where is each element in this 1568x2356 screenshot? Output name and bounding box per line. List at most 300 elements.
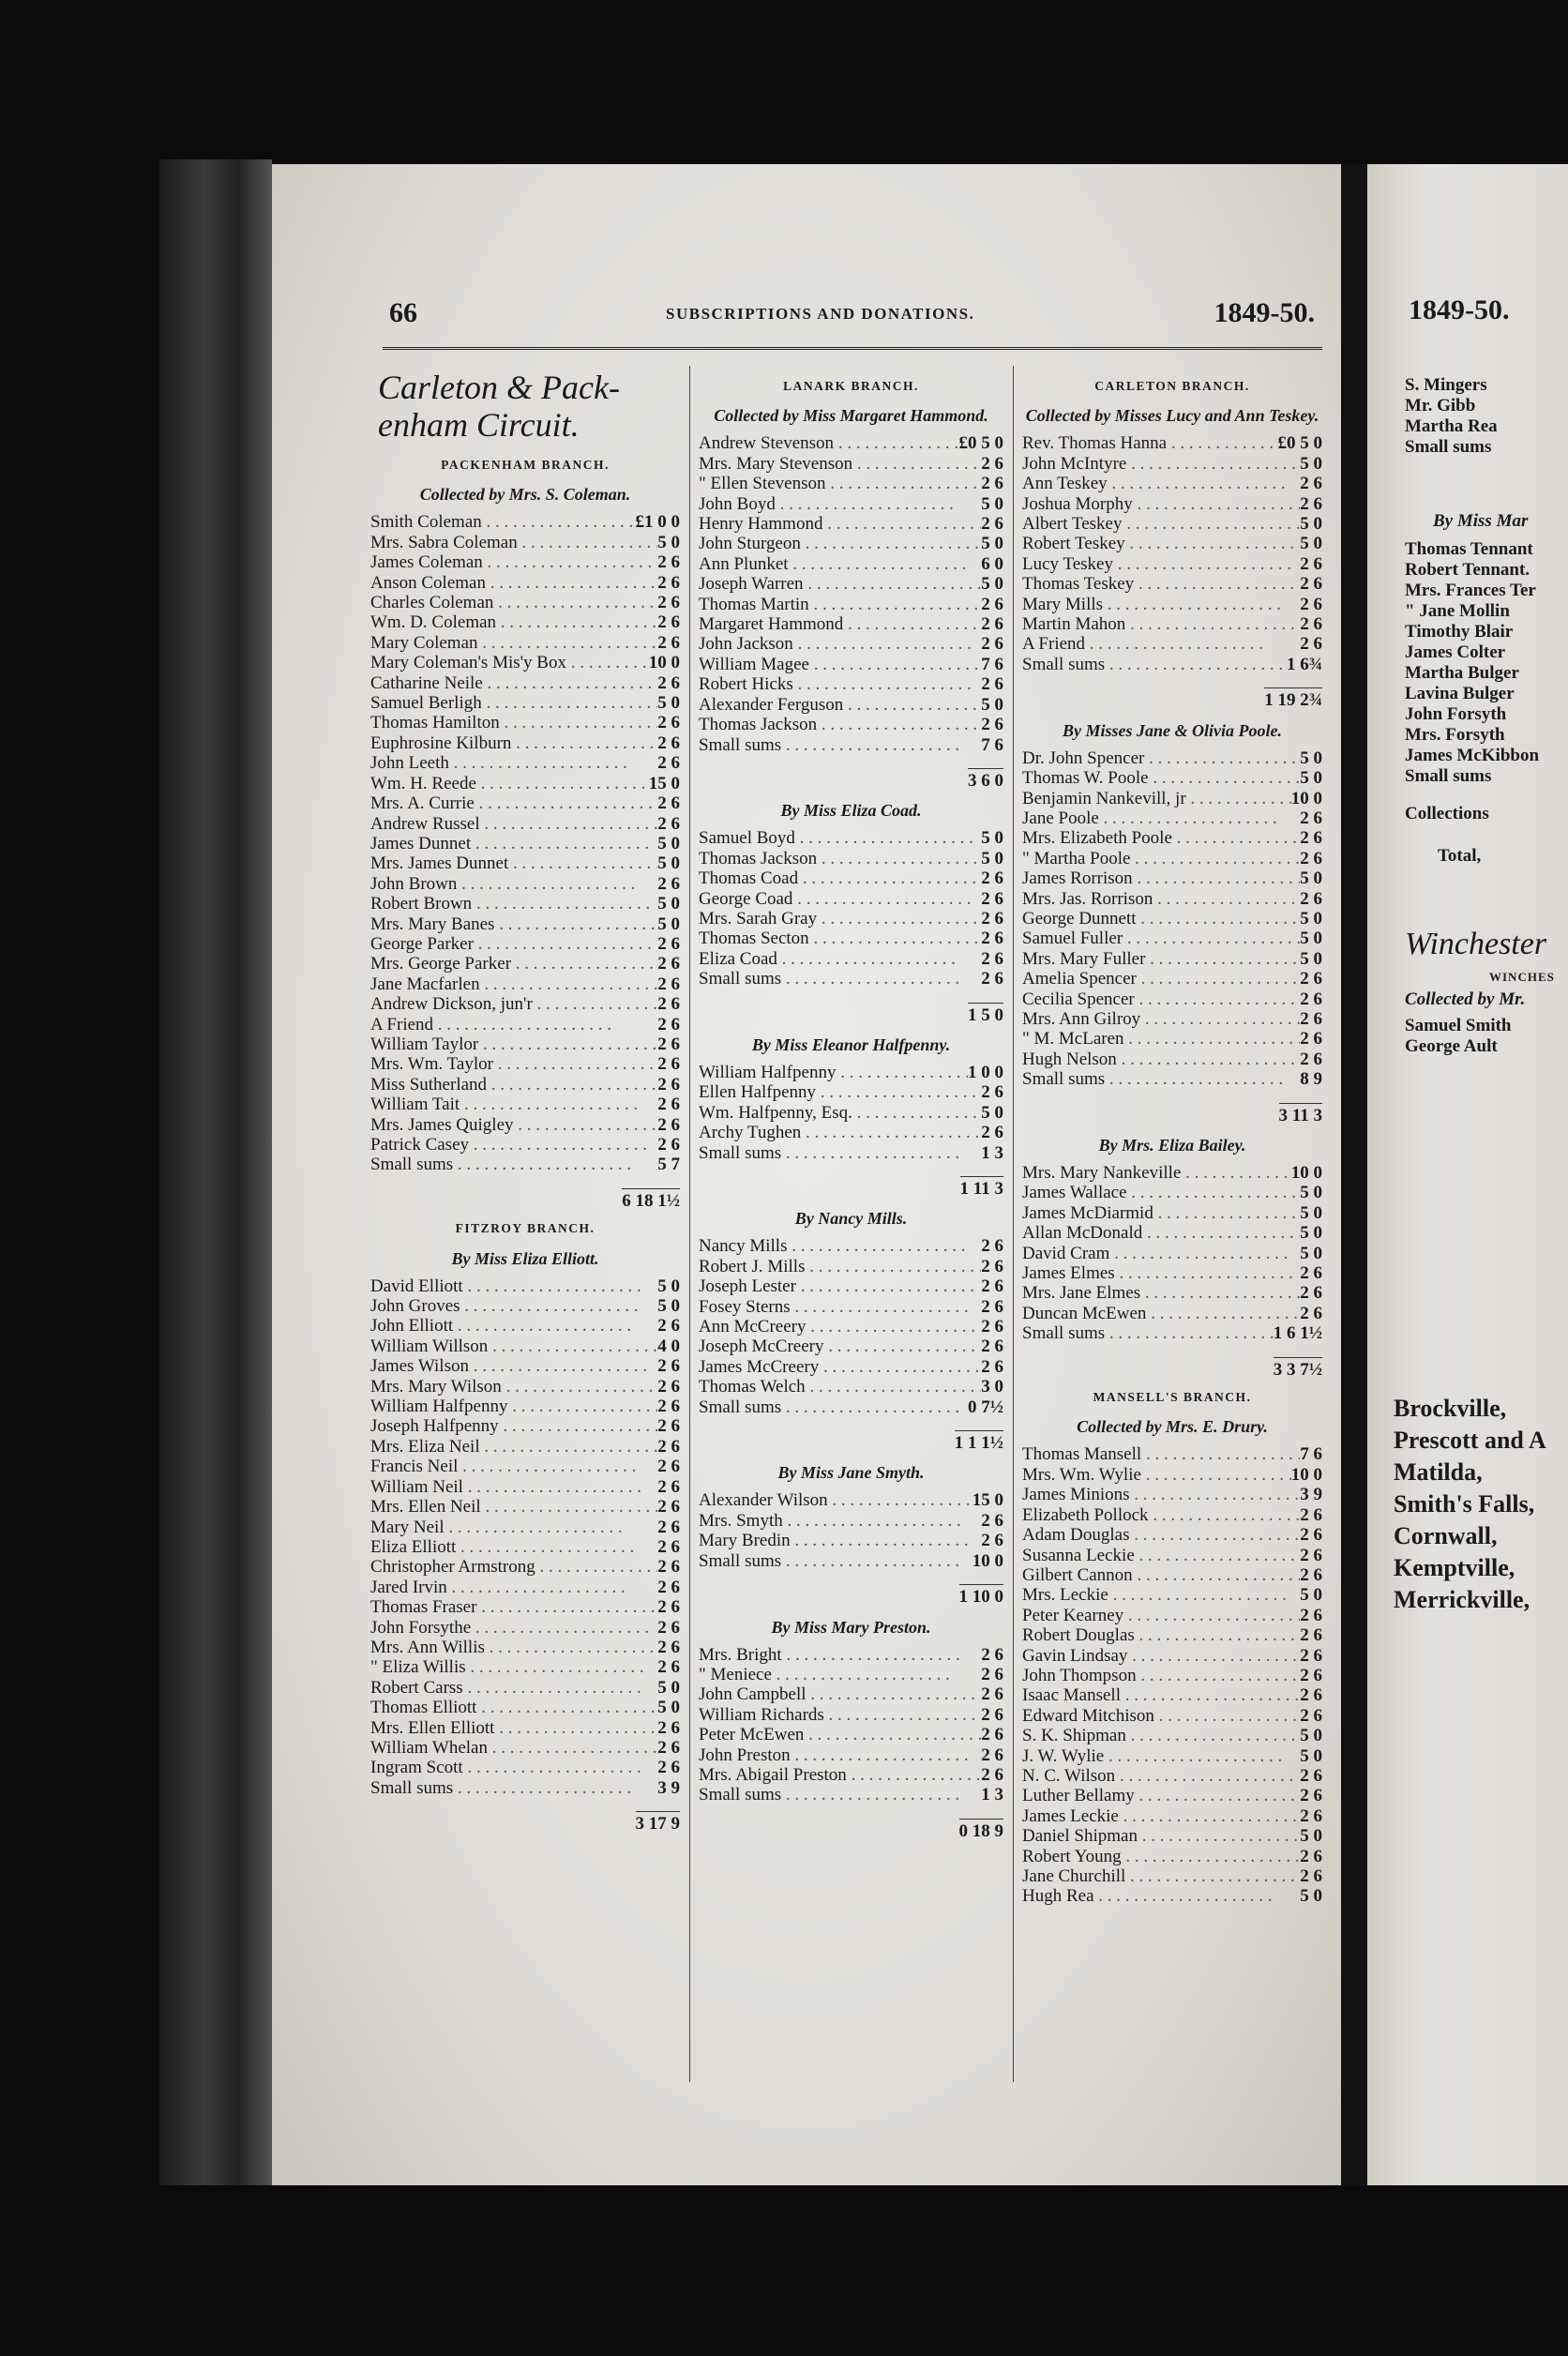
- list-item: [699, 1337, 1003, 1356]
- subtotal: 1 19 2¾: [1022, 687, 1322, 710]
- list-item: [1022, 868, 1322, 888]
- amount: 2 6: [1300, 1504, 1322, 1525]
- amount: 2 6: [657, 1717, 680, 1738]
- amount: 5 0: [1300, 1826, 1322, 1847]
- subscriber-name: Joseph Lester . . .: [699, 1276, 981, 1296]
- subscriber-name: Patrick Casey . . .: [370, 1135, 657, 1155]
- list-item: Timothy Blair: [1405, 622, 1514, 642]
- list-item: [370, 1115, 680, 1135]
- subscriber-name: George Coad . . .: [699, 889, 981, 909]
- list-item: Matilda,: [1394, 1458, 1483, 1486]
- subscriber-name: Robert Douglas . . .: [1022, 1625, 1300, 1645]
- amount: 2 6: [981, 594, 1003, 614]
- amount: 5 0: [1300, 1726, 1322, 1746]
- list-item: [1022, 1069, 1322, 1089]
- subscriber-name: Mrs. Ann Willis . . .: [370, 1638, 657, 1657]
- amount: 2 6: [981, 1531, 1003, 1551]
- subscriber-name: Mrs. Abigail Preston . . .: [699, 1765, 981, 1785]
- subscriber-name: Ann McCreery . . .: [699, 1317, 981, 1337]
- amount: 2 6: [981, 1664, 1003, 1684]
- subscriber-name: Luther Bellamy . . .: [1022, 1786, 1300, 1805]
- amount: 2 6: [657, 873, 680, 894]
- list-item: [370, 1597, 680, 1617]
- amount: 2 6: [1300, 1564, 1322, 1585]
- amount: 2 6: [981, 1296, 1003, 1317]
- amount: 2 6: [657, 1054, 680, 1075]
- list-item: [1022, 574, 1322, 594]
- amount: 2 6: [981, 1744, 1003, 1765]
- subscriber-name: Robert Young . . .: [1022, 1847, 1300, 1866]
- list-item: [1022, 595, 1322, 614]
- amount: 2 6: [1300, 1625, 1322, 1646]
- list-item: [1022, 1706, 1322, 1726]
- amount: 2 6: [1300, 1525, 1322, 1546]
- subscriber-name: Daniel Shipman . . .: [1022, 1826, 1300, 1846]
- subscriber-name: John Preston . . .: [699, 1745, 981, 1765]
- amount: 5 0: [1300, 453, 1322, 474]
- amount: 2 6: [657, 593, 680, 613]
- amount: 2 6: [981, 474, 1003, 494]
- amount: 2 6: [657, 1457, 680, 1477]
- list-item: [1022, 1786, 1322, 1805]
- amount: 2 6: [657, 793, 680, 814]
- amount: 1 6 1½: [1273, 1323, 1322, 1344]
- amount: 2 6: [1300, 1786, 1322, 1806]
- subscriber-name: Christopher Armstrong . . .: [370, 1557, 657, 1577]
- collector-heading: By Nancy Mills.: [794, 1209, 908, 1229]
- amount: 2 6: [1300, 553, 1322, 574]
- list-item: [699, 1357, 1003, 1377]
- list-item: [1022, 1685, 1322, 1705]
- list-item: [1022, 1163, 1322, 1183]
- list-item: [1022, 1223, 1322, 1243]
- subscriber-name: A Friend . . .: [370, 1015, 657, 1035]
- subscriber-name: Miss Sutherland . . .: [370, 1075, 657, 1095]
- subscriber-name: Robert Hicks . . .: [699, 674, 981, 694]
- amount: 2 6: [657, 1577, 680, 1597]
- amount: 2 6: [981, 948, 1003, 969]
- list-item: [1022, 929, 1322, 948]
- amount: 0 7½: [968, 1397, 1003, 1417]
- subscriber-name: James McCreery . . .: [699, 1357, 981, 1377]
- amount: 5 0: [657, 532, 680, 552]
- subscriber-name: George Parker . . .: [370, 934, 657, 954]
- subscription-list: [370, 512, 680, 1174]
- list-item: [1022, 1847, 1322, 1866]
- list-item: [370, 1497, 680, 1517]
- subscriber-name: Mrs. Mary Nankeville . . .: [1022, 1163, 1291, 1183]
- subscriber-name: Henry Hammond . . .: [699, 514, 981, 534]
- subscriber-name: Mrs. Sarah Gray . . .: [699, 909, 981, 929]
- subscriber-name: Peter McEwen . . .: [699, 1725, 981, 1744]
- subscriber-name: William Halfpenny . . .: [699, 1063, 968, 1082]
- collector-heading: By Mrs. Eliza Bailey.: [1098, 1136, 1246, 1155]
- subscriber-name: Mrs. Wm. Wylie . . .: [1022, 1465, 1291, 1485]
- list-item: [699, 1236, 1003, 1256]
- subscriber-name: James Wallace . . .: [1022, 1183, 1300, 1202]
- column-divider: [689, 366, 690, 2082]
- subscriber-name: J. W. Wylie . . .: [1022, 1746, 1300, 1766]
- page2-collections: Collections: [1405, 804, 1489, 823]
- subscriber-name: Mrs. Mary Fuller . . .: [1022, 949, 1300, 969]
- list-item: [699, 494, 1003, 514]
- list-item: [1022, 1009, 1322, 1029]
- amount: 7 6: [981, 734, 1003, 755]
- list-item: [370, 853, 680, 873]
- list-item: [370, 1397, 680, 1416]
- list-item: [699, 1551, 1003, 1571]
- list-item: " Jane Mollin: [1405, 601, 1510, 621]
- right-page-fragment: [1367, 164, 1568, 2185]
- subtotal: 6 18 1½: [370, 1188, 680, 1211]
- amount: 7 6: [981, 654, 1003, 674]
- subscriber-name: Wm. D. Coleman . . .: [370, 612, 657, 632]
- subscriber-name: James Leckie . . .: [1022, 1806, 1300, 1826]
- subscriber-name: Mrs. Ellen Neil . . .: [370, 1497, 657, 1517]
- subscriber-name: Edward Mitchison . . .: [1022, 1706, 1300, 1726]
- list-item: [1022, 1283, 1322, 1303]
- list-item: [699, 1684, 1003, 1704]
- collector-group: [699, 1208, 1003, 1453]
- collector-heading: By Misses Jane & Olivia Poole.: [1063, 720, 1282, 740]
- subscriber-name: Robert Carss . . .: [370, 1678, 657, 1698]
- column-divider: [1013, 366, 1014, 2082]
- amount: 2 6: [1300, 1866, 1322, 1886]
- subscriber-name: Adam Douglas . . .: [1022, 1525, 1300, 1545]
- amount: 5 0: [657, 853, 680, 874]
- list-item: [1022, 969, 1322, 989]
- amount: 2 6: [657, 1074, 680, 1095]
- subscriber-name: Samuel Fuller . . .: [1022, 929, 1300, 948]
- list-item: Small sums: [1405, 437, 1492, 457]
- subscriber-name: John Elliott . . .: [370, 1316, 657, 1336]
- list-item: [370, 1437, 680, 1457]
- list-item: [699, 889, 1003, 909]
- amount: 2 6: [1300, 888, 1322, 909]
- list-item: [370, 1457, 680, 1476]
- amount: 2 6: [657, 612, 680, 633]
- amount: 2 6: [981, 674, 1003, 695]
- amount: 2 6: [1300, 1263, 1322, 1284]
- list-item: [699, 1490, 1003, 1510]
- collector-heading: Collected by Misses Lucy and Ann Teskey.: [1025, 406, 1319, 426]
- page2-list: [1405, 539, 1539, 787]
- amount: 2 6: [1300, 828, 1322, 849]
- subscriber-name: Robert Brown . . .: [370, 894, 657, 914]
- subscriber-name: Mrs. Ann Gilroy . . .: [1022, 1009, 1300, 1029]
- amount: 2 6: [1300, 1846, 1322, 1866]
- list-item: [1022, 1050, 1322, 1069]
- list-item: [1022, 433, 1322, 453]
- amount: 5 0: [657, 833, 680, 853]
- subscriber-name: Mrs. Ellen Elliott . . .: [370, 1718, 657, 1738]
- subscriber-name: Mrs. Smyth . . .: [699, 1511, 981, 1531]
- list-item: [370, 1276, 680, 1296]
- amount: 2 6: [1300, 969, 1322, 989]
- amount: 5 0: [981, 694, 1003, 715]
- subscriber-name: John Forsythe . . .: [370, 1618, 657, 1638]
- collector-heading: By Miss Jane Smyth.: [777, 1463, 925, 1483]
- subscriber-name: Mrs. Mary Banes . . .: [370, 914, 657, 934]
- list-item: [370, 774, 680, 793]
- subscriber-name: Smith Coleman . . .: [370, 512, 636, 532]
- subscriber-name: Thomas Welch . . .: [699, 1377, 981, 1397]
- subscriber-name: Elizabeth Pollock . . .: [1022, 1505, 1300, 1525]
- amount: 2 6: [1300, 634, 1322, 655]
- list-item: [1022, 514, 1322, 534]
- list-item: Small sums: [1405, 766, 1492, 786]
- collector-group: [699, 1462, 1003, 1607]
- list-item: [370, 1578, 680, 1597]
- subscriber-name: Jane Macfarlen . . .: [370, 974, 657, 994]
- list-item: [1022, 1625, 1322, 1645]
- amount: 2 6: [981, 614, 1003, 635]
- subscriber-name: Thomas Coad . . .: [699, 868, 981, 888]
- amount: 1 3: [981, 1785, 1003, 1805]
- amount: 7 6: [1300, 1444, 1322, 1465]
- subscriber-name: Amelia Spencer . . .: [1022, 969, 1300, 989]
- amount: 5 0: [1300, 1745, 1322, 1766]
- list-item: [1022, 1203, 1322, 1223]
- subscriber-name: Small sums . . .: [699, 735, 981, 755]
- amount: 5 0: [981, 534, 1003, 554]
- amount: 5 0: [1300, 1223, 1322, 1244]
- list-item: [699, 1063, 1003, 1082]
- list-item: [370, 633, 680, 653]
- list-item: [370, 693, 680, 713]
- list-item: [370, 834, 680, 853]
- list-item: [370, 1337, 680, 1356]
- list-item: [370, 1778, 680, 1798]
- subscriber-name: " M. McLaren . . .: [1022, 1029, 1300, 1049]
- list-item: [699, 969, 1003, 989]
- list-item: [370, 874, 680, 894]
- subscriber-name: William Tait . . .: [370, 1095, 657, 1114]
- amount: 5 0: [657, 1296, 680, 1317]
- amount: 2 6: [657, 1316, 680, 1337]
- subscriber-name: Small sums . . .: [699, 1143, 981, 1163]
- page-number: 66: [389, 297, 417, 328]
- amount: 2 6: [1300, 1049, 1322, 1069]
- list-item: [370, 612, 680, 632]
- amount: 2 6: [981, 634, 1003, 655]
- list-item: [1022, 989, 1322, 1009]
- subscriber-name: Andrew Stevenson . . .: [699, 433, 959, 453]
- subscriber-name: Martin Mahon . . .: [1022, 614, 1300, 634]
- list-item: [1022, 1525, 1322, 1545]
- subtotal-amount: 3 11 3: [1279, 1103, 1322, 1125]
- subscriber-name: Small sums . . .: [1022, 1323, 1274, 1343]
- list-item: [1022, 1263, 1322, 1283]
- amount: £1 0 0: [635, 512, 680, 533]
- amount: 2 6: [657, 1536, 680, 1557]
- list-item: [1022, 614, 1322, 634]
- list-item: [1022, 768, 1322, 788]
- list-item: [1022, 1244, 1322, 1263]
- amount: 2 6: [1300, 474, 1322, 494]
- subscriber-name: Fosey Sterns . . .: [699, 1297, 981, 1317]
- page-header: [272, 297, 1341, 335]
- list-item: [370, 1095, 680, 1114]
- collector-heading: Collected by Miss Margaret Hammond.: [714, 406, 988, 426]
- subscriber-name: John Campbell . . .: [699, 1684, 981, 1704]
- amount: 10 0: [1290, 1163, 1322, 1183]
- subtotal-amount: 1 10 0: [959, 1584, 1004, 1607]
- subscriber-name: Mrs. A. Currie . . .: [370, 793, 657, 813]
- amount: 2 6: [657, 1557, 680, 1578]
- list-item: [370, 733, 680, 753]
- subscriber-name: Mrs. George Parker . . .: [370, 954, 657, 974]
- amount: 2 6: [981, 1510, 1003, 1531]
- list-item: [699, 1276, 1003, 1296]
- list-item: John Forsyth: [1405, 704, 1507, 724]
- subscriber-name: James Coleman . . .: [370, 552, 657, 572]
- amount: 2 6: [657, 672, 680, 693]
- subscriber-name: Cecilia Spencer . . .: [1022, 989, 1300, 1009]
- list-item: [370, 1618, 680, 1638]
- amount: 2 6: [657, 1436, 680, 1457]
- list-item: [1022, 808, 1322, 828]
- amount: 2 6: [657, 632, 680, 653]
- list-item: [699, 1317, 1003, 1337]
- amount: 2 6: [981, 1082, 1003, 1103]
- list-item: [370, 1316, 680, 1336]
- list-item: [370, 573, 680, 593]
- subscriber-name: Jared Irvin . . .: [370, 1578, 657, 1597]
- subscriber-name: David Elliott . . .: [370, 1276, 657, 1296]
- subscriber-name: " Eliza Willis . . .: [370, 1657, 657, 1677]
- list-item: [1022, 789, 1322, 808]
- amount: 2 6: [657, 1476, 680, 1497]
- list-item: [370, 1377, 680, 1397]
- subscriber-name: James Dunnet . . .: [370, 834, 657, 853]
- subscriber-name: Allan McDonald . . .: [1022, 1223, 1300, 1243]
- list-item: [370, 673, 680, 693]
- page2-year: 1849-50.: [1409, 294, 1510, 325]
- amount: 2 6: [657, 1397, 680, 1417]
- amount: 2 6: [657, 1135, 680, 1155]
- subscriber-name: Francis Neil . . .: [370, 1457, 657, 1476]
- amount: 1 0 0: [968, 1062, 1003, 1082]
- subscriber-name: Anson Coleman . . .: [370, 573, 657, 593]
- amount: 2 6: [1300, 1029, 1322, 1050]
- column-packenham: [370, 369, 680, 1840]
- list-item: [370, 1518, 680, 1537]
- amount: 5 0: [1300, 948, 1322, 969]
- list-item: Mr. Gibb: [1405, 396, 1476, 415]
- amount: 2 6: [1300, 1765, 1322, 1786]
- amount: 5 0: [1300, 1886, 1322, 1907]
- list-item: [699, 474, 1003, 493]
- amount: 2 6: [1300, 1605, 1322, 1625]
- subscriber-name: Ellen Halfpenny . . .: [699, 1082, 981, 1102]
- list-item: [1022, 1485, 1322, 1504]
- amount: 2 6: [1300, 1283, 1322, 1304]
- subscriber-name: Mary Mills . . .: [1022, 595, 1300, 614]
- list-item: [1022, 1565, 1322, 1585]
- page-title: SUBSCRIPTIONS AND DONATIONS.: [666, 305, 975, 323]
- subscriber-name: Mrs. Elizabeth Poole . . .: [1022, 828, 1300, 848]
- subscriber-name: Duncan McEwen . . .: [1022, 1304, 1300, 1323]
- list-item: [370, 914, 680, 934]
- amount: 2 6: [657, 1497, 680, 1518]
- amount: 2 6: [981, 1684, 1003, 1705]
- amount: 2 6: [1300, 808, 1322, 828]
- list-item: [1022, 494, 1322, 514]
- subscriber-name: William Willson . . .: [370, 1337, 657, 1356]
- list-item: [699, 1103, 1003, 1123]
- collector-group: [699, 800, 1003, 1025]
- subscriber-name: Robert J. Mills . . .: [699, 1257, 981, 1276]
- subscriber-name: John Thompson . . .: [1022, 1666, 1300, 1685]
- list-item: [699, 1397, 1003, 1417]
- amount: 2 6: [981, 1317, 1003, 1337]
- subscriber-name: Joshua Morphy . . .: [1022, 494, 1300, 514]
- list-item: [699, 1297, 1003, 1317]
- list-item: [370, 1035, 680, 1054]
- subtotal-amount: 0 18 9: [959, 1819, 1004, 1841]
- amount: 2 6: [981, 868, 1003, 889]
- subscriber-name: Small sums . . .: [699, 1785, 981, 1805]
- list-item: [370, 1054, 680, 1074]
- page2-circuit: Winchester: [1405, 927, 1547, 961]
- list-item: [1022, 889, 1322, 909]
- amount: 5 0: [657, 914, 680, 934]
- subscriber-name: Gavin Lindsay . . .: [1022, 1646, 1300, 1666]
- subscriber-name: James Wilson . . .: [370, 1356, 657, 1376]
- list-item: Samuel Smith: [1405, 1016, 1512, 1035]
- list-item: [370, 994, 680, 1014]
- list-item: Martha Rea: [1405, 416, 1498, 436]
- collector-heading: By Miss Mary Preston.: [771, 1617, 931, 1637]
- list-item: [370, 1416, 680, 1436]
- subscriber-name: Thomas Martin . . .: [699, 595, 981, 614]
- list-item: [1022, 634, 1322, 654]
- subtotal-amount: 3 3 7½: [1274, 1357, 1322, 1380]
- amount: 5 0: [1300, 1202, 1322, 1223]
- list-item: [1022, 748, 1322, 768]
- amount: 2 6: [657, 713, 680, 733]
- list-item: [699, 1123, 1003, 1142]
- list-item: [699, 1143, 1003, 1163]
- amount: 5 0: [1300, 748, 1322, 768]
- subscriber-name: Wm. H. Reede . . .: [370, 774, 649, 793]
- list-item: Merrickville,: [1394, 1586, 1530, 1613]
- amount: 2 6: [657, 732, 680, 753]
- list-item: [370, 1678, 680, 1698]
- header-rule: [383, 347, 1322, 350]
- subscriber-name: Thomas Jackson . . .: [699, 849, 981, 868]
- subscriber-name: Benjamin Nankevill, jr . . .: [1022, 789, 1291, 808]
- list-item: [370, 1537, 680, 1557]
- subscriber-name: S. K. Shipman . . .: [1022, 1726, 1300, 1745]
- list-item: [1022, 1646, 1322, 1666]
- list-item: Smith's Falls,: [1394, 1490, 1535, 1518]
- list-item: [1022, 1505, 1322, 1525]
- amount: 2 6: [657, 1356, 680, 1377]
- list-item: [370, 1135, 680, 1155]
- list-item: [370, 713, 680, 732]
- amount: 2 6: [657, 753, 680, 774]
- collector-group: [699, 1035, 1003, 1199]
- amount: 5 0: [1300, 1243, 1322, 1263]
- subscriber-name: Mrs. Leckie . . .: [1022, 1585, 1300, 1605]
- amount: 2 6: [657, 1095, 680, 1115]
- collector-heading: Collected by Mrs. E. Drury.: [1077, 1417, 1268, 1437]
- amount: 10 0: [648, 653, 680, 673]
- subscriber-name: Mary Bredin . . .: [699, 1531, 981, 1550]
- amount: 2 6: [657, 1114, 680, 1135]
